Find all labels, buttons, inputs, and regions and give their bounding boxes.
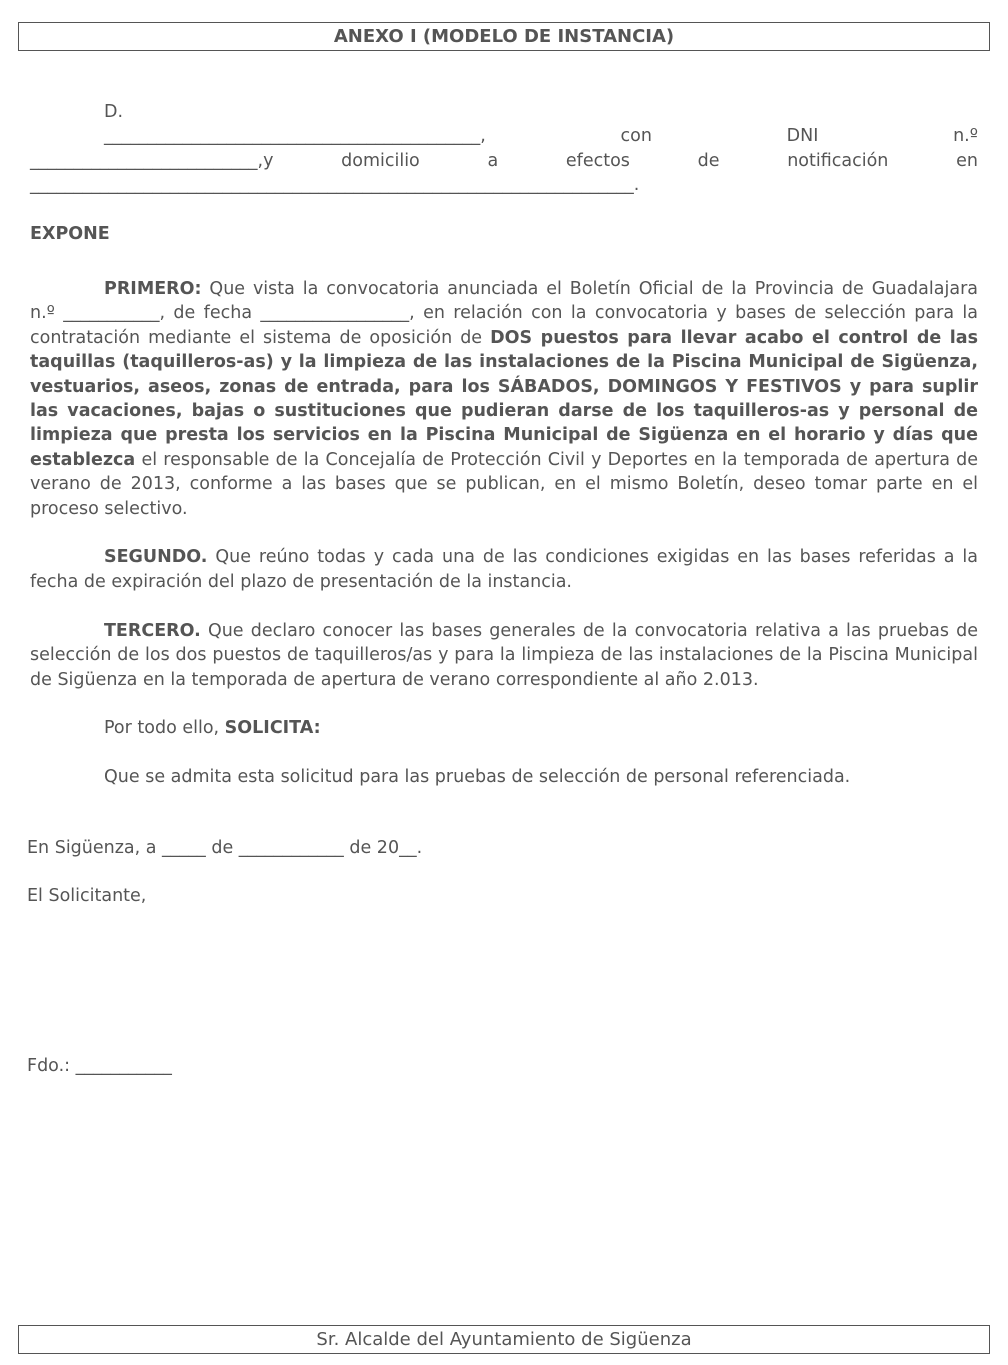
address-blank: _____________________________________________________________________.	[30, 175, 640, 196]
applicant-line-1	[30, 100, 978, 124]
signature-line: Fdo.: ___________	[27, 1056, 172, 1076]
word-no: n.º	[953, 126, 978, 147]
primero-label: PRIMERO:	[104, 279, 202, 300]
segundo-text: Que reúno todas y cada una de las condiciones exigidas en las bases referidas a la fecha de expiración del plazo de presentación de la instancia.	[30, 547, 978, 592]
paragraph-tercero	[30, 619, 978, 692]
place-date-line: En Sigüenza, a _____ de ____________ de 20__.	[27, 838, 423, 858]
paragraph-segundo	[30, 545, 978, 594]
solicitante-label: El Solicitante,	[27, 886, 147, 906]
solicita-prefix: Por todo ello,	[104, 718, 225, 739]
word-con: con	[620, 126, 652, 147]
paragraph-solicita	[30, 716, 978, 740]
paragraph-request: Que se admita esta solicitud para las pruebas de selección de personal referenciada.	[104, 767, 851, 788]
applicant-line-2	[30, 124, 978, 148]
tercero-label: TERCERO.	[104, 620, 201, 641]
document-body	[30, 100, 978, 790]
name-blank: ___________________________________________,	[104, 126, 486, 147]
tercero-text: Que declaro conocer las bases generales de la convocatoria relativa a las pruebas de selección de los dos puestos de taquilleros/as y para la limpieza de las instalaciones de la Piscina Municipal de Sigüenza en la temporada de apertura de verano correspondiente al año 2.013.	[30, 620, 978, 690]
primero-bold-text: DOS puestos para llevar acabo el control de las taquillas (taquilleros-as) y la limpieza de las instalaciones de la Piscina Municipal de Sigüenza, vestuarios, aseos, zonas de entrada, para los SÁBADOS, DOMINGOS Y FESTIVOS y para suplir las vacaciones, bajas o sustituciones que pudieran darse de los taquilleros-as y personal de limpieza que presta los servicios en la Piscina Municipal de Sigüenza en el horario y días que establezca	[30, 327, 978, 470]
applicant-line-3	[30, 149, 978, 173]
paragraph-primero	[30, 277, 978, 521]
d-label: D.	[104, 102, 124, 122]
primero-text-2: el responsable de la Concejalía de Protección Civil y Deportes en la temporada de apertura de verano de 2013, conforme a las bases que se publican, en el mismo Boletín, deseo tomar parte en el proceso selectivo.	[30, 449, 978, 519]
solicita-label: SOLICITA:	[224, 718, 321, 739]
word-a: a	[487, 150, 499, 171]
word-notificacion: notificación	[787, 150, 889, 171]
segundo-label: SEGUNDO.	[104, 547, 208, 568]
word-domicilio: domicilio	[341, 150, 420, 171]
dni-blank: __________________________,y	[30, 150, 274, 171]
page-title: ANEXO I (MODELO DE INSTANCIA)	[18, 22, 990, 51]
word-de: de	[697, 150, 720, 171]
word-en: en	[956, 150, 978, 171]
word-dni: DNI	[786, 126, 819, 147]
addressee-footer: Sr. Alcalde del Ayuntamiento de Sigüenza	[18, 1325, 990, 1354]
primero-text-1: Que vista la convocatoria anunciada el Boletín Oficial de la Provincia de Guadalajara n.º ___________, de fecha _________________, en relación con la convocatoria y bases de selección para la contratación mediante el sistema de oposición de	[30, 279, 978, 348]
applicant-line-4	[30, 173, 978, 197]
word-efectos: efectos	[565, 150, 630, 171]
expone-heading: EXPONE	[30, 223, 110, 244]
